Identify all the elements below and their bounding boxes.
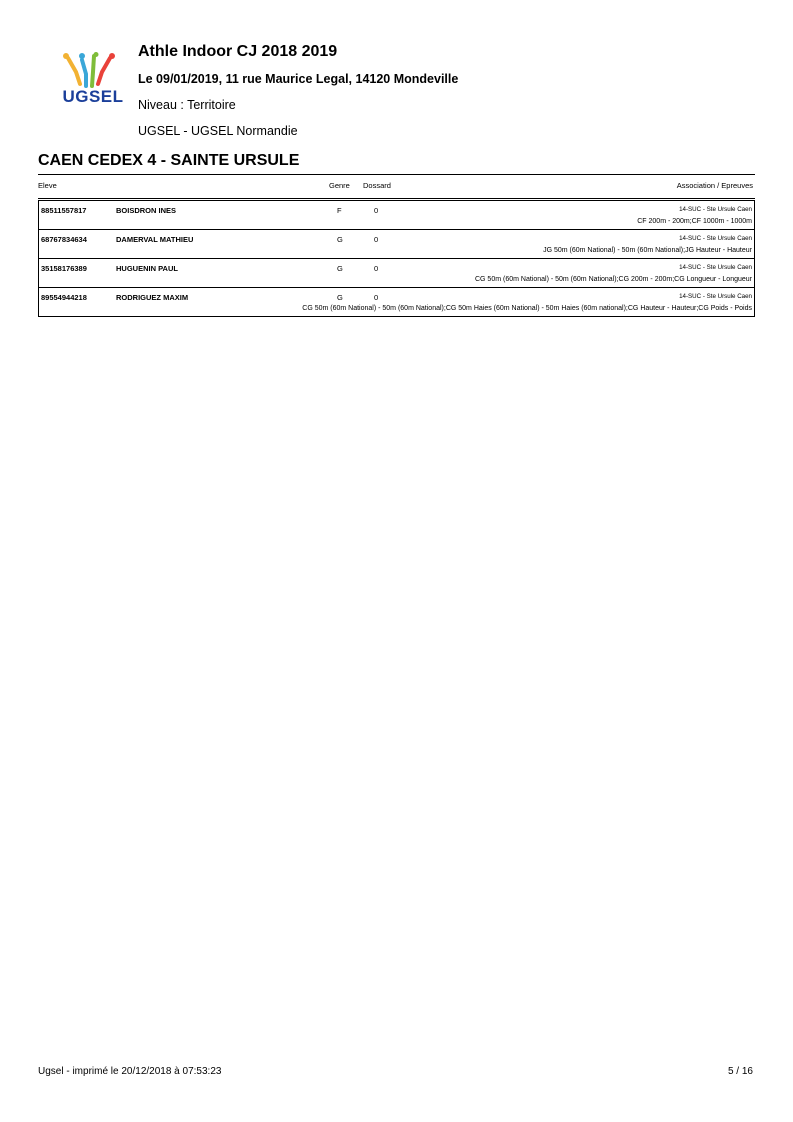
ugsel-logo [60,52,126,108]
student-events: CG 50m (60m National) - 50m (60m National);CG 200m - 200m;CG Longueur - Longueur [474,276,752,283]
student-id: 88511557817 [41,206,87,215]
logo-text: UGSEL [62,87,124,106]
column-dossard: Dossard [363,181,391,190]
table-row [38,200,755,230]
event-organization: UGSEL - UGSEL Normandie [138,124,298,138]
print-timestamp: Ugsel - imprimé le 20/12/2018 à 07:53:23 [38,1066,222,1077]
student-events: CF 200m - 200m;CF 1000m - 1000m [637,218,752,225]
student-association: 14-SUC - Ste Ursule Caen [679,206,752,213]
student-name: RODRIGUEZ MAXIM [116,293,189,302]
event-date-location: Le 09/01/2019, 11 rue Maurice Legal, 14120 Mondeville [138,72,459,86]
athletes-figures-icon [60,52,126,88]
column-association: Association / Epreuves [676,181,753,190]
school-name: CAEN CEDEX 4 - SAINTE URSULE [38,152,300,169]
table-row [38,230,755,259]
page-number: 5 / 16 [727,1066,753,1077]
student-association: 14-SUC - Ste Ursule Caen [679,293,752,300]
student-dossard: 0 [374,293,379,302]
student-genre: G [337,293,343,302]
student-id: 89554944218 [41,293,87,302]
student-dossard: 0 [374,235,379,244]
student-id: 35158176389 [41,264,87,273]
student-association: 14-SUC - Ste Ursule Caen [679,235,752,242]
student-name: HUGUENIN PAUL [116,264,178,273]
table-header [38,174,755,199]
table-row [38,288,755,317]
event-level: Niveau : Territoire [138,98,236,112]
student-name: BOISDRON INES [116,206,177,215]
event-title: Athle Indoor CJ 2018 2019 [138,43,338,60]
table-row [38,259,755,288]
student-genre: G [337,264,343,273]
student-id: 68767834634 [41,235,87,244]
student-genre: G [337,235,343,244]
student-genre: F [337,206,342,215]
participants-table [38,174,755,317]
student-name: DAMERVAL MATHIEU [116,235,194,244]
column-genre: Genre [329,181,350,190]
student-dossard: 0 [374,206,379,215]
student-events: JG 50m (60m National) - 50m (60m National);JG Hauteur - Hauteur [543,247,752,254]
student-events: CG 50m (60m National) - 50m (60m National);CG 50m Haies (60m National) - 50m Haies (60m national);CG Hauteur - Hauteur;CG Poids - Poids [302,305,752,312]
student-dossard: 0 [374,264,379,273]
column-eleve: Eleve [38,181,57,190]
student-association: 14-SUC - Ste Ursule Caen [679,264,752,271]
